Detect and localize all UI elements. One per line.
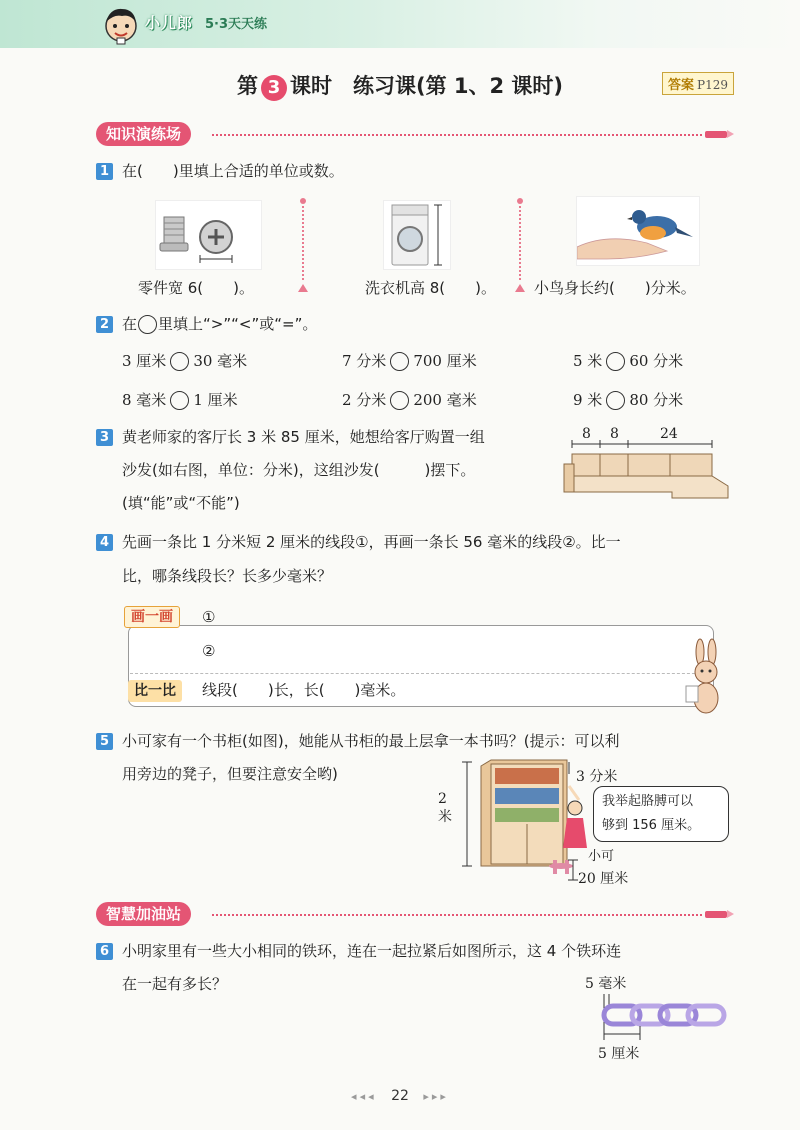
page-number: 22 <box>391 1088 409 1104</box>
bird-on-hand-icon <box>577 197 699 265</box>
cmp-right: 1 厘米 <box>193 391 238 409</box>
cmp-left: 9 米 <box>573 391 603 409</box>
section-divider <box>212 134 702 136</box>
segment-2-mark: ② <box>202 642 216 660</box>
cmp-right: 200 毫米 <box>413 391 477 409</box>
bird-image <box>576 196 700 266</box>
pencil-icon <box>705 911 727 918</box>
item-divider <box>519 206 521 280</box>
section-wisdom-tag: 智慧加油站 <box>96 902 191 926</box>
question-number-6: 6 <box>96 943 113 960</box>
q1-prompt: 在( )里填上合适的单位或数。 <box>122 162 344 180</box>
top-shelf-label: 3 分米 <box>576 769 618 785</box>
next-arrows-icon: ▸▸▸ <box>423 1090 449 1103</box>
answer-circle[interactable] <box>606 352 625 371</box>
q1-item-washer: 洗衣机高 8( )。 <box>365 279 497 297</box>
q2-prompt-before: 在 <box>122 315 138 333</box>
title-rest: 课时 练习课(第 1、2 课时) <box>289 74 564 98</box>
prev-arrows-icon: ◂◂◂ <box>351 1090 377 1103</box>
comparison-item <box>573 350 683 371</box>
q6-line1: 小明家里有一些大小相同的铁环，连在一起拉紧后如图所示，这 4 个铁环连 <box>122 942 622 960</box>
divider-triangle <box>298 284 308 292</box>
lesson-number-badge: 3 <box>261 75 287 101</box>
answer-circle[interactable] <box>606 391 625 410</box>
iron-rings-chain-icon <box>592 994 732 1042</box>
washing-machine-icon <box>384 201 450 269</box>
sofa-dim-3: 24 <box>660 426 678 442</box>
comparison-item <box>342 350 477 371</box>
ring-icon <box>138 315 157 334</box>
cmp-left: 7 分米 <box>342 352 387 370</box>
answer-label: 答案 <box>668 78 695 93</box>
sofa-dim-2: 8 <box>610 426 619 442</box>
page-footer <box>0 1088 800 1104</box>
q5-line1: 小可家有一个书柜(如图)，她能从书柜的最上层拿一本书吗？(提示：可以利 <box>122 732 620 750</box>
q4-line1: 先画一条比 1 分米短 2 厘米的线段①，再画一条长 56 毫米的线段②。比一 <box>122 533 621 551</box>
cmp-left: 8 毫米 <box>122 391 167 409</box>
segment-1-mark: ① <box>202 608 216 626</box>
question-number-1: 1 <box>96 163 113 180</box>
question-number-4: 4 <box>96 534 113 551</box>
q1-item-part: 零件宽 6( )。 <box>138 279 255 297</box>
ring-thickness-label: 5 毫米 <box>585 976 627 992</box>
sofa-icon <box>560 440 732 504</box>
divider-dot <box>300 198 306 204</box>
cmp-left: 2 分米 <box>342 391 387 409</box>
screw-icon <box>156 201 261 269</box>
washing-machine-image <box>383 200 451 270</box>
screw-image <box>155 200 262 270</box>
answer-circle[interactable] <box>390 352 409 371</box>
speech-bubble <box>593 786 729 842</box>
comparison-item <box>122 389 238 410</box>
q2-prompt <box>122 314 317 334</box>
divider-triangle <box>515 284 525 292</box>
bubble-line-2: 够到 156 厘米。 <box>602 818 701 833</box>
draw-tag: 画一画 <box>124 606 180 628</box>
bookshelf-icon <box>455 758 595 890</box>
boy-mascot-icon <box>100 4 142 46</box>
cmp-right: 60 分米 <box>629 352 684 370</box>
q3-line1: 黄老师家的客厅长 3 米 85 厘米，她想给客厅购置一组 <box>122 428 485 446</box>
cmp-left: 5 米 <box>573 352 603 370</box>
comparison-item <box>122 350 247 371</box>
stool-height-label: 20 厘米 <box>578 871 629 887</box>
q4-line2: 比，哪条线段长？长多少毫米？ <box>122 567 333 585</box>
divider-dot <box>517 198 523 204</box>
answer-circle[interactable] <box>170 391 189 410</box>
compare-answer-line[interactable]: 线段( )长，长( )毫米。 <box>202 681 406 699</box>
girl-name-label: 小可 <box>588 849 615 864</box>
sofa-dim-1: 8 <box>582 426 591 442</box>
answer-reference[interactable] <box>662 72 734 95</box>
question-number-5: 5 <box>96 733 113 750</box>
answer-page: P129 <box>697 78 728 92</box>
question-number-2: 2 <box>96 316 113 333</box>
section-divider <box>212 914 702 916</box>
draw-box-divider <box>130 673 710 674</box>
item-divider <box>302 206 304 280</box>
cmp-right: 30 毫米 <box>193 352 248 370</box>
q3-line3: (填“能”或“不能”) <box>122 494 240 512</box>
comparison-item <box>573 389 683 410</box>
rabbit-mascot-icon <box>680 638 730 720</box>
q2-prompt-after: 里填上“>”“<”或“=”。 <box>158 315 318 333</box>
q6-line2: 在一起有多长？ <box>122 975 228 993</box>
answer-circle[interactable] <box>390 391 409 410</box>
q5-line2: 用旁边的凳子，但要注意安全哟) <box>122 765 338 783</box>
ring-length-label: 5 厘米 <box>598 1046 640 1062</box>
compare-tag: 比一比 <box>128 680 182 702</box>
comparison-item <box>342 389 477 410</box>
cmp-right: 700 厘米 <box>413 352 477 370</box>
title-prefix: 第 <box>236 74 258 98</box>
bubble-line-1: 我举起胳膊可以 <box>602 794 694 809</box>
question-number-3: 3 <box>96 429 113 446</box>
shelf-height-label: 2 米 <box>438 791 452 825</box>
brand-logo: 小儿郎 <box>145 14 194 32</box>
cmp-left: 3 厘米 <box>122 352 167 370</box>
q3-line2: 沙发(如右图，单位：分米)，这组沙发( )摆下。 <box>122 461 476 479</box>
section-practice-tag: 知识演练场 <box>96 122 191 146</box>
q1-item-bird: 小鸟身长约( )分米。 <box>534 279 696 297</box>
answer-circle[interactable] <box>170 352 189 371</box>
pencil-icon <box>705 131 727 138</box>
cmp-right: 80 分米 <box>629 391 684 409</box>
series-name: 5·3天天练 <box>205 17 268 32</box>
